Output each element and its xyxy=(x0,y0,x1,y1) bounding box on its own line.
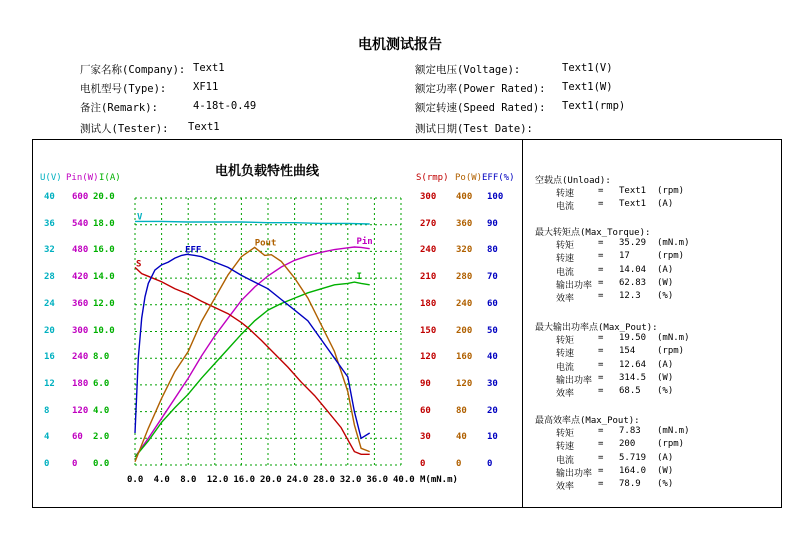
result-label: 效率 xyxy=(556,389,575,400)
results-group-title: 最高效率点(Max_Pout): xyxy=(535,416,640,426)
result-equals: = xyxy=(598,426,604,436)
i-tick-label: 14.0 xyxy=(93,272,115,283)
s-tick-label: 270 xyxy=(420,218,437,229)
po-tick-label: 120 xyxy=(456,378,473,389)
result-value: 35.29 xyxy=(619,238,647,248)
x-tick-label: 0.0 xyxy=(127,475,144,485)
i-tick-label: 8.0 xyxy=(93,352,110,363)
u-tick-label: 16 xyxy=(44,352,55,363)
result-value: 154 xyxy=(619,346,636,357)
s-tick-label: 180 xyxy=(420,298,437,309)
result-label: 转矩 xyxy=(556,429,575,439)
result-equals: = xyxy=(598,479,604,490)
eff-tick-label: 80 xyxy=(487,245,498,256)
result-equals: = xyxy=(598,264,604,275)
result-unit: (mN.m) xyxy=(657,426,690,436)
u-tick-label: 40 xyxy=(44,192,55,202)
curve-label-eff: EFF xyxy=(185,245,202,256)
result-label: 转矩 xyxy=(556,336,575,346)
result-equals: = xyxy=(598,346,604,357)
pin-tick-label: 120 xyxy=(72,405,89,416)
curve-label-s: S xyxy=(136,259,142,270)
result-value: 68.5 xyxy=(619,386,641,397)
remark-value: 4-18t-0.49 xyxy=(193,100,257,112)
result-equals: = xyxy=(598,277,604,288)
x-tick-label: 16.0 xyxy=(233,475,256,485)
curve-label-u: V xyxy=(137,212,143,223)
result-label: 转速 xyxy=(556,349,575,360)
result-equals: = xyxy=(598,238,604,248)
po-tick-label: 240 xyxy=(456,298,473,309)
series-line-i xyxy=(135,282,370,457)
u-tick-label: 8 xyxy=(44,405,50,416)
result-value: 7.83 xyxy=(619,426,641,436)
pin-tick-label: 600 xyxy=(72,192,89,202)
i-axis-header: I(A) xyxy=(99,173,121,183)
u-tick-label: 32 xyxy=(44,245,55,256)
result-unit: (rpm) xyxy=(657,439,685,450)
series-line-s xyxy=(135,267,370,454)
eff-tick-label: 100 xyxy=(487,192,504,202)
eff-axis-header: EFF(%) xyxy=(482,173,515,183)
result-label: 电流 xyxy=(556,455,575,466)
u-tick-label: 4 xyxy=(44,432,50,443)
tester-value: Text1 xyxy=(188,121,220,133)
result-value: 19.50 xyxy=(619,333,647,343)
po-tick-label: 80 xyxy=(456,405,467,416)
result-unit: (%) xyxy=(657,291,674,302)
report-title: 电机测试报告 xyxy=(358,37,442,53)
result-unit: (mN.m) xyxy=(657,238,690,248)
results-group-title: 空载点(Unload): xyxy=(535,176,611,186)
eff-tick-label: 0 xyxy=(487,459,493,469)
result-equals: = xyxy=(598,386,604,397)
result-label: 电流 xyxy=(556,362,575,373)
result-unit: (W) xyxy=(657,372,674,383)
eff-tick-label: 90 xyxy=(487,218,498,229)
i-tick-label: 6.0 xyxy=(93,378,110,389)
pin-tick-label: 240 xyxy=(72,352,89,363)
po-axis-header: Po(W) xyxy=(455,173,483,183)
s-tick-label: 60 xyxy=(420,405,431,416)
result-equals: = xyxy=(598,199,604,210)
speed-label: 额定转速(Speed Rated): xyxy=(415,102,546,114)
results-group-title: 最大转矩点(Max_Torque): xyxy=(535,228,651,238)
result-value: 5.719 xyxy=(619,452,647,463)
eff-tick-label: 30 xyxy=(487,378,498,389)
po-tick-label: 400 xyxy=(456,192,473,202)
pin-axis-header: Pin(W) xyxy=(66,173,99,183)
result-unit: (rpm) xyxy=(657,186,685,196)
result-label: 转矩 xyxy=(556,241,575,251)
x-tick-label: 36.0 xyxy=(366,475,389,485)
result-value: Text1 xyxy=(619,186,647,196)
u-tick-label: 24 xyxy=(44,298,55,309)
type-label: 电机型号(Type): xyxy=(80,83,167,95)
eff-tick-label: 40 xyxy=(487,352,498,363)
po-tick-label: 160 xyxy=(456,352,473,363)
s-tick-label: 240 xyxy=(420,245,437,256)
i-tick-label: 18.0 xyxy=(93,218,115,229)
s-tick-label: 300 xyxy=(420,192,437,202)
u-tick-label: 36 xyxy=(44,218,55,229)
result-equals: = xyxy=(598,359,604,370)
pin-tick-label: 300 xyxy=(72,325,89,336)
type-value: XF11 xyxy=(193,81,219,93)
result-equals: = xyxy=(598,439,604,450)
x-tick-label: 12.0 xyxy=(206,475,229,485)
i-tick-label: 2.0 xyxy=(93,432,110,443)
eff-tick-label: 60 xyxy=(487,298,498,309)
u-tick-label: 0 xyxy=(44,459,50,469)
result-unit: (A) xyxy=(657,199,674,210)
po-tick-label: 360 xyxy=(456,218,473,229)
result-unit: (A) xyxy=(657,264,674,275)
i-tick-label: 10.0 xyxy=(93,325,115,336)
pin-tick-label: 180 xyxy=(72,378,89,389)
result-value: 314.5 xyxy=(619,372,647,383)
result-equals: = xyxy=(598,333,604,343)
s-axis-header: S(rmp) xyxy=(416,173,449,183)
result-unit: (rpm) xyxy=(657,251,685,262)
power-value: Text1(W) xyxy=(562,81,613,93)
eff-tick-label: 20 xyxy=(487,405,498,416)
eff-tick-label: 50 xyxy=(487,325,498,336)
po-tick-label: 200 xyxy=(456,325,473,336)
pin-tick-label: 0 xyxy=(72,459,78,469)
voltage-label: 额定电压(Voltage): xyxy=(415,64,521,76)
eff-tick-label: 10 xyxy=(487,432,498,443)
series-line-u xyxy=(135,221,370,224)
voltage-value: Text1(V) xyxy=(562,62,613,74)
x-tick-label: 32.0 xyxy=(339,475,362,485)
result-label: 转速 xyxy=(556,189,575,199)
result-unit: (W) xyxy=(657,465,674,476)
result-unit: (A) xyxy=(657,452,674,463)
i-tick-label: 12.0 xyxy=(93,298,115,309)
result-equals: = xyxy=(598,251,604,262)
pin-tick-label: 480 xyxy=(72,245,89,256)
result-label: 电流 xyxy=(556,267,575,278)
s-tick-label: 120 xyxy=(420,352,437,363)
x-tick-label: 4.0 xyxy=(153,475,170,485)
result-equals: = xyxy=(598,465,604,476)
company-value: Text1 xyxy=(193,62,225,74)
s-tick-label: 210 xyxy=(420,272,437,283)
po-tick-label: 40 xyxy=(456,432,467,443)
result-value: Text1 xyxy=(619,199,647,210)
result-value: 12.3 xyxy=(619,291,641,302)
result-label: 输出功率 xyxy=(556,468,593,479)
curve-label-i: I xyxy=(356,272,362,283)
i-tick-label: 0.0 xyxy=(93,459,110,469)
result-label: 效率 xyxy=(556,482,575,493)
result-value: 62.83 xyxy=(619,277,647,288)
remark-label: 备注(Remark): xyxy=(80,102,158,114)
power-label: 额定功率(Power Rated): xyxy=(415,83,546,95)
result-unit: (%) xyxy=(657,479,674,490)
result-value: 14.04 xyxy=(619,264,647,275)
u-axis-header: U(V) xyxy=(40,173,62,183)
result-label: 电流 xyxy=(556,202,575,213)
s-tick-label: 150 xyxy=(420,325,437,336)
s-tick-label: 0 xyxy=(420,459,426,469)
result-label: 转速 xyxy=(556,442,575,453)
i-tick-label: 16.0 xyxy=(93,245,115,256)
curve-label-po: Pout xyxy=(254,238,277,249)
u-tick-label: 28 xyxy=(44,272,55,283)
pin-tick-label: 60 xyxy=(72,432,83,443)
pin-tick-label: 360 xyxy=(72,298,89,309)
result-equals: = xyxy=(598,452,604,463)
pin-tick-label: 420 xyxy=(72,272,89,283)
series-line-po xyxy=(135,247,370,461)
result-equals: = xyxy=(598,291,604,302)
x-tick-label: 20.0 xyxy=(260,475,282,485)
speed-value: Text1(rmp) xyxy=(562,100,626,112)
pin-tick-label: 540 xyxy=(72,218,89,229)
s-tick-label: 30 xyxy=(420,432,431,443)
result-label: 输出功率 xyxy=(556,375,593,386)
u-tick-label: 12 xyxy=(44,378,55,389)
result-value: 17 xyxy=(619,251,630,262)
result-unit: (mN.m) xyxy=(657,333,690,343)
result-unit: (rpm) xyxy=(657,346,685,357)
x-tick-label: 40.0 xyxy=(393,475,415,485)
result-value: 164.0 xyxy=(619,465,647,476)
result-label: 输出功率 xyxy=(556,280,593,291)
curve-label-pin: Pin xyxy=(356,236,373,247)
result-unit: (A) xyxy=(657,359,674,370)
i-tick-label: 20.0 xyxy=(93,192,115,202)
po-tick-label: 0 xyxy=(456,459,462,469)
x-tick-label: 28.0 xyxy=(313,475,335,485)
result-equals: = xyxy=(598,372,604,383)
company-label: 厂家名称(Company): xyxy=(80,64,186,76)
result-label: 效率 xyxy=(556,294,575,305)
chart-title: 电机负载特性曲线 xyxy=(215,164,320,179)
result-unit: (%) xyxy=(657,386,674,397)
i-tick-label: 4.0 xyxy=(93,405,110,416)
po-tick-label: 320 xyxy=(456,245,473,256)
result-value: 12.64 xyxy=(619,359,647,370)
date-label: 测试日期(Test Date): xyxy=(415,123,533,135)
result-value: 78.9 xyxy=(619,479,641,490)
result-label: 转速 xyxy=(556,254,575,265)
u-tick-label: 20 xyxy=(44,325,55,336)
x-tick-label: 8.0 xyxy=(180,475,197,485)
po-tick-label: 280 xyxy=(456,272,473,283)
x-tick-label: 24.0 xyxy=(286,475,309,485)
results-group-title: 最大输出功率点(Max_Pout): xyxy=(535,323,658,333)
result-unit: (W) xyxy=(657,277,674,288)
tester-label: 测试人(Tester): xyxy=(80,123,169,135)
s-tick-label: 90 xyxy=(420,378,431,389)
result-equals: = xyxy=(598,186,604,196)
x-axis-label: M(mN.m) xyxy=(420,475,458,485)
series-line-eff xyxy=(135,254,370,438)
result-value: 200 xyxy=(619,439,636,450)
eff-tick-label: 70 xyxy=(487,272,498,283)
